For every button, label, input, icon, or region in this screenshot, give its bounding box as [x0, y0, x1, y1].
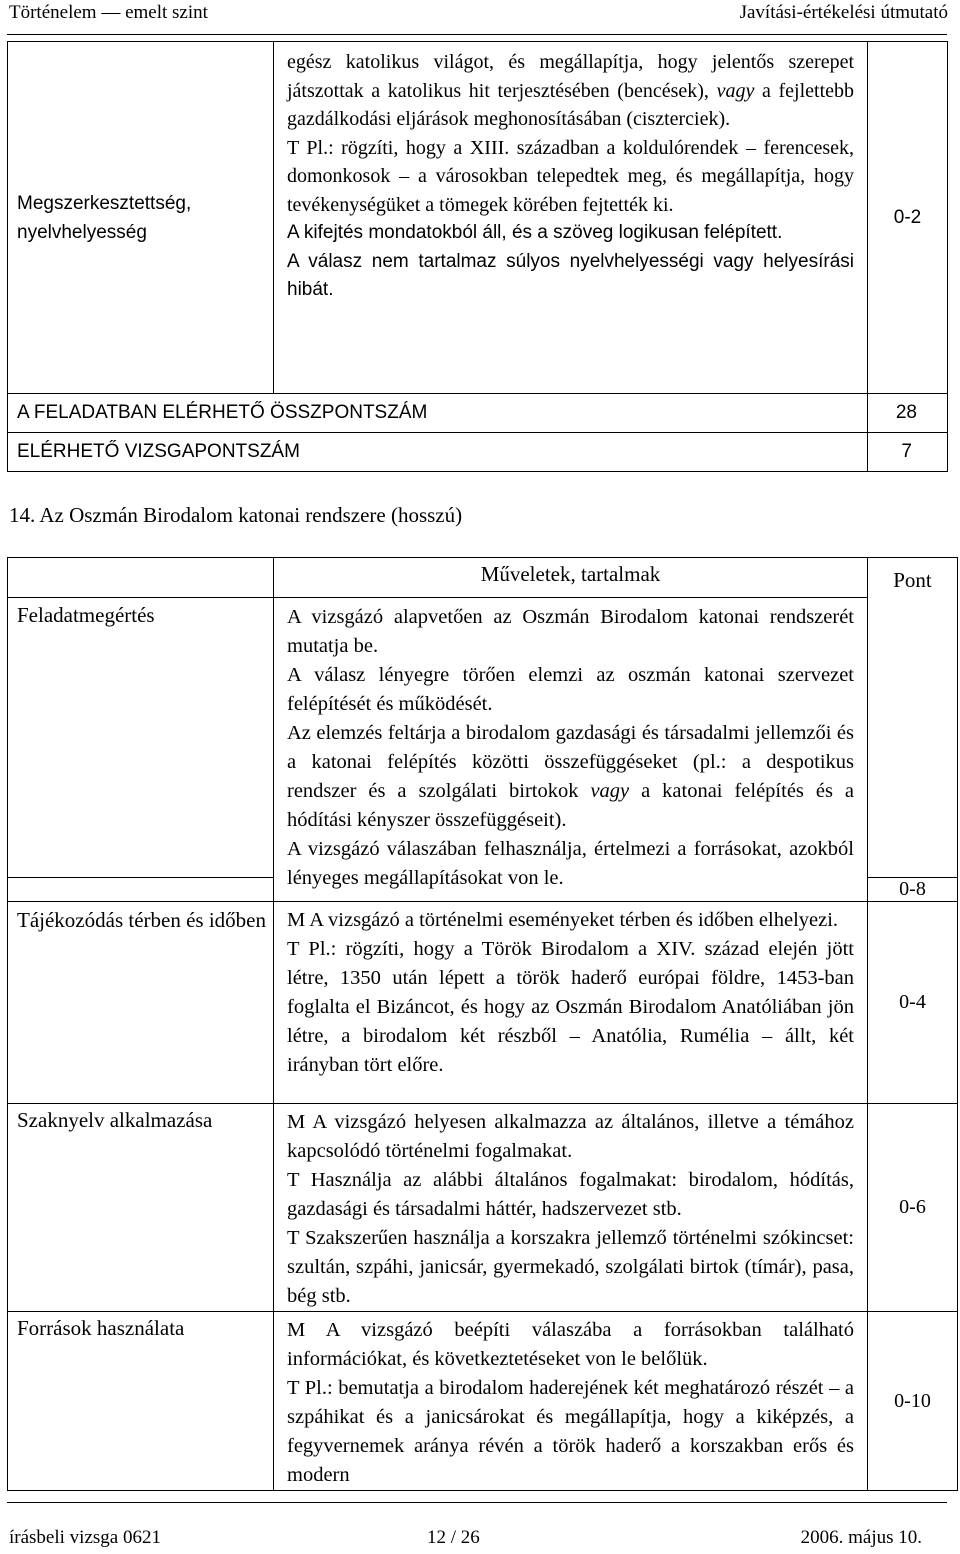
column-header-points: [868, 558, 958, 878]
criterion-label: Feladatmegértés: [17, 603, 155, 627]
description-paragraph: T Használja az alábbi általános fogalmakat: birodalom, hódítás, gazdasági és társadalmi háttér, hadszervezet stb.: [287, 1169, 854, 1220]
table-row: [8, 1312, 958, 1491]
footer-exam-code: írásbeli vizsga 0621: [9, 1527, 161, 1548]
page-header: [0, 0, 960, 36]
description-cell: [274, 598, 868, 902]
description-cell: [274, 1104, 868, 1312]
total-value-cell: [868, 394, 948, 433]
criterion-cell-spacer: [8, 878, 274, 902]
description-paragraph: T Pl.: bemutatja a birodalom haderejének két meghatározó részét – a szpáhikat és a janicsárokat és megállapítja, hogy a kiképzés, a fegyvernemek aránya révén a török haderő a korszakban erős és modern: [287, 1377, 854, 1486]
criterion-cell: [8, 598, 274, 878]
points-cell: [868, 42, 948, 394]
header-subject: Történelem — emelt szint: [9, 2, 208, 23]
points-cell: [868, 878, 958, 902]
footer-date: 2006. május 10.: [800, 1527, 922, 1548]
description-paragraph: A vizsgázó válaszában felhasználja, értelmezi a forrásokat, azokból lényeges megállapításokat von le.: [287, 838, 854, 889]
header-divider: [7, 34, 947, 35]
total-label-cell: [8, 394, 868, 433]
description-cell: [274, 42, 868, 394]
table-row: [8, 433, 948, 472]
scoring-table-13: [7, 41, 948, 472]
description-paragraph: A kifejtés mondatokból áll, és a szöveg logikusan felépített.: [287, 222, 783, 243]
description-paragraph: T Szakszerűen használja a korszakra jellemző történelmi szókincset: szultán, szpáhi, janicsár, gyermekadó, szolgálati birtok (tímár), pasa, bég stb.: [287, 1227, 854, 1307]
points-cell: [868, 1104, 958, 1312]
description-paragraph: M A vizsgázó helyesen alkalmazza az általános, illetve a témához kapcsolódó történelmi fogalmakat.: [287, 1111, 854, 1162]
scoring-table-14: [7, 557, 958, 1491]
criterion-label: Tájékozódás térben és időben: [17, 908, 266, 932]
points-value: 0-8: [899, 878, 926, 900]
points-value: 0-2: [893, 206, 922, 228]
table-row: [8, 598, 958, 878]
description-paragraph: A válasz nem tartalmaz súlyos nyelvhelyességi vagy helyesírási hibát.: [287, 250, 854, 300]
points-value: 0-6: [899, 1196, 926, 1218]
exam-value: 7: [901, 441, 912, 462]
description-paragraph: T Pl.: rögzíti, hogy a XIII. században a koldulórendek – ferencesek, domonkosok – a városokban telepedtek meg, és megállapítja, hogy tevékenységüket a tömegek körében fejtették ki.: [287, 136, 854, 216]
description-paragraph: M A vizsgázó a történelmi eseményeket térben és időben elhelyezi.: [287, 909, 839, 931]
description-paragraph: A vizsgázó alapvetően az Oszmán Birodalom katonai rendszerét mutatja be.: [287, 606, 854, 657]
criterion-label: Megszerkesztettség, nyelvhelyesség: [17, 192, 192, 243]
criterion-cell: [8, 902, 274, 1104]
criterion-cell: [8, 1312, 274, 1491]
footer-page-number: 12 / 26: [427, 1527, 480, 1548]
criterion-label: Szaknyelv alkalmazása: [17, 1108, 213, 1132]
description-cell: [274, 1312, 868, 1491]
table-row: [8, 1104, 958, 1312]
criterion-cell: [8, 1104, 274, 1312]
section-title: 14. Az Oszmán Birodalom katonai rendszere (hosszú): [9, 503, 463, 527]
total-label: A FELADATBAN ELÉRHETŐ ÖSSZPONTSZÁM: [17, 402, 428, 423]
points-cell: [868, 902, 958, 1104]
description-paragraph: Az elemzés feltárja a birodalom gazdasági és társadalmi jellemzői és a katonai felépítés közötti összefüggéseket (pl.: a despotikus rendszer és a szolgálati birtokok vagy a katonai felépítés és a hódítási kényszer összefüggéseit).: [287, 722, 854, 831]
total-value: 28: [895, 402, 917, 423]
points-value: 0-10: [894, 1389, 931, 1412]
exam-label-cell: [8, 433, 868, 472]
description-paragraph: T Pl.: rögzíti, hogy a Török Birodalom a XIV. század elején jött létre, 1350 után lépett a török haderő európai földre, 1453-ban foglalta el Bizáncot, és hogy az Oszmán Birodalom Anatóliában jön létre, a birodalom két részből – Anatólia, Rumélia – állt, két irányban tört előre.: [287, 938, 854, 1076]
criterion-label: Források használata: [17, 1316, 185, 1340]
header-doc-type: Javítási-értékelési útmutató: [739, 2, 948, 23]
points-value: 0-4: [899, 991, 926, 1013]
points-cell: [868, 1312, 958, 1491]
exam-value-cell: [868, 433, 948, 472]
description-cell: [274, 902, 868, 1104]
description-paragraph: A válasz lényegre törően elemzi az oszmán katonai szervezet felépítését és működését.: [287, 664, 854, 715]
table-row: [8, 394, 948, 433]
table-row: [8, 902, 958, 1104]
header-empty-cell: [8, 558, 274, 598]
description-paragraph: M A vizsgázó beépíti válaszába a forrásokban található információkat, és következtetéseket von le belőlük.: [287, 1319, 854, 1370]
criterion-cell: [8, 42, 274, 394]
table-row: [8, 558, 958, 598]
footer-divider: [7, 1502, 947, 1503]
exam-label: ELÉRHETŐ VIZSGAPONTSZÁM: [17, 441, 300, 462]
ops-header-label: Műveletek, tartalmak: [480, 562, 661, 586]
table-row: [8, 42, 948, 394]
description-paragraph: egész katolikus világot, és megállapítja, hogy jelentős szerepet játszottak a katolikus hit terjesztésében (bencések), vagy a fejlettebb gazdálkodási eljárások meghonosításában (ciszterciek).: [287, 51, 854, 130]
column-header-ops: [274, 558, 868, 598]
points-header-label: Pont: [893, 568, 932, 592]
